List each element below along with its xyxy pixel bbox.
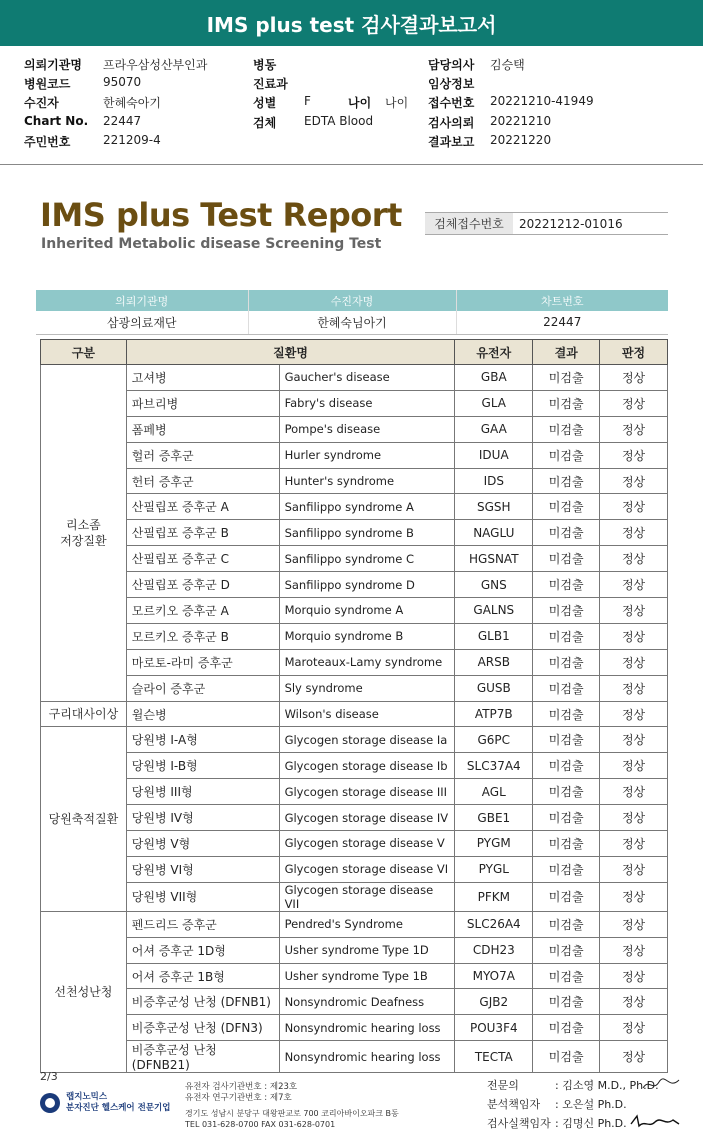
- signer-name: : 김소영 M.D., Ph.D.: [555, 1079, 659, 1092]
- info-value: 22447: [103, 114, 142, 128]
- disease-en-cell: Sanfilippo syndrome B: [279, 520, 455, 546]
- phone-line: TEL 031-628-0700 FAX 031-628-0701: [185, 1120, 336, 1129]
- result-cell: 미검출: [533, 546, 600, 572]
- judgement-cell: 정상: [600, 494, 668, 520]
- disease-en-cell: Gaucher's disease: [279, 365, 455, 391]
- logo-icon: [40, 1093, 60, 1113]
- disease-ko-cell: 어셔 증후군 1B형: [126, 963, 279, 989]
- disease-en-cell: Morquio syndrome A: [279, 598, 455, 624]
- info-label: 접수번호: [428, 96, 475, 110]
- disease-ko-cell: 당원병 VII형: [126, 882, 279, 911]
- disease-ko-cell: 헌터 증후군: [126, 468, 279, 494]
- result-cell: 미검출: [533, 468, 600, 494]
- result-cell: 미검출: [533, 779, 600, 805]
- inst-header-patient: 수진자명: [248, 290, 456, 311]
- logo-tagline: 분자진단 헬스케어 전문기업: [66, 1103, 171, 1113]
- result-cell: 미검출: [533, 937, 600, 963]
- disease-en-cell: Nonsyndromic Deafness: [279, 989, 455, 1015]
- disease-en-cell: Nonsyndromic hearing loss: [279, 1041, 455, 1073]
- gene-cell: AGL: [455, 779, 533, 805]
- disease-en-cell: Usher syndrome Type 1B: [279, 963, 455, 989]
- disease-en-cell: Glycogen storage disease V: [279, 831, 455, 857]
- gene-cell: ATP7B: [455, 701, 533, 727]
- disease-en-cell: Sanfilippo syndrome A: [279, 494, 455, 520]
- page-number: 2/3: [40, 1070, 58, 1083]
- disease-ko-cell: 윌슨병: [126, 701, 279, 727]
- disease-ko-cell: 모르키오 증후군 A: [126, 598, 279, 624]
- info-value: 한혜숙아기: [103, 96, 161, 110]
- disease-en-cell: Usher syndrome Type 1D: [279, 937, 455, 963]
- judgement-cell: 정상: [600, 701, 668, 727]
- disease-en-cell: Sanfilippo syndrome D: [279, 572, 455, 598]
- result-cell: 미검출: [533, 649, 600, 675]
- disease-ko-cell: 산필립포 증후군 B: [126, 520, 279, 546]
- info-label: 성별: [253, 96, 277, 110]
- disease-ko-cell: 당원병 IV형: [126, 805, 279, 831]
- judgement-cell: 정상: [600, 1041, 668, 1073]
- disease-ko-cell: 고셔병: [126, 365, 279, 391]
- info-label: 수진자: [24, 96, 59, 110]
- disease-ko-cell: 슬라이 증후군: [126, 675, 279, 701]
- judgement-cell: 정상: [600, 390, 668, 416]
- table-row: [41, 649, 668, 675]
- results-header-row: [41, 340, 668, 365]
- header-disease: 질환명: [126, 340, 455, 365]
- info-label: 검체: [253, 116, 277, 130]
- judgement-cell: 정상: [600, 598, 668, 624]
- gene-cell: HGSNAT: [455, 546, 533, 572]
- info-label: 임상정보: [428, 77, 475, 91]
- judgement-cell: 정상: [600, 675, 668, 701]
- result-cell: 미검출: [533, 753, 600, 779]
- info-label: 병동: [253, 58, 277, 72]
- disease-en-cell: Glycogen storage disease VI: [279, 856, 455, 882]
- gene-cell: PYGM: [455, 831, 533, 857]
- info-value: 221209-4: [103, 133, 161, 147]
- result-cell: 미검출: [533, 416, 600, 442]
- report-header-title: IMS plus test 검사결과보고서: [206, 12, 497, 37]
- gene-cell: GLB1: [455, 623, 533, 649]
- disease-ko-cell: 당원병 I-B형: [126, 753, 279, 779]
- info-label: 주민번호: [24, 135, 71, 149]
- disease-ko-cell: 펜드리드 증후군: [126, 911, 279, 937]
- info-divider: [0, 164, 703, 165]
- gene-cell: ARSB: [455, 649, 533, 675]
- gene-cell: PYGL: [455, 856, 533, 882]
- category-cell: [41, 365, 127, 702]
- disease-en-cell: Hurler syndrome: [279, 442, 455, 468]
- disease-ko-cell: 파브리병: [126, 390, 279, 416]
- results-table: [40, 339, 668, 1073]
- judgement-cell: 정상: [600, 989, 668, 1015]
- table-row: [41, 701, 668, 727]
- category-cell: [41, 727, 127, 911]
- category-label: 선천성난청: [54, 985, 113, 1000]
- gene-cell: CDH23: [455, 937, 533, 963]
- gene-cell: GNS: [455, 572, 533, 598]
- lab-address: [185, 1108, 399, 1130]
- table-row: [41, 753, 668, 779]
- gene-cell: GBA: [455, 365, 533, 391]
- header-gene: 유전자: [455, 340, 533, 365]
- judgement-cell: 정상: [600, 856, 668, 882]
- category-label: 저장질환: [60, 533, 107, 548]
- judgement-cell: 정상: [600, 727, 668, 753]
- gene-cell: MYO7A: [455, 963, 533, 989]
- info-label: 검사의뢰: [428, 116, 475, 130]
- category-cell: [41, 701, 127, 727]
- header-judgement: 판정: [600, 340, 668, 365]
- table-row: [41, 598, 668, 624]
- logo-name: 랩지노믹스: [66, 1092, 108, 1102]
- gene-cell: GJB2: [455, 989, 533, 1015]
- gene-cell: PFKM: [455, 882, 533, 911]
- table-row: [41, 911, 668, 937]
- report-footer: [0, 1068, 703, 1138]
- disease-ko-cell: 비증후군성 난청 (DFNB1): [126, 989, 279, 1015]
- receipt-number-box: [425, 212, 668, 235]
- disease-en-cell: Glycogen storage disease Ia: [279, 727, 455, 753]
- signer-role: 분석책임자: [487, 1098, 541, 1111]
- category-label: 당원축적질환: [48, 812, 119, 827]
- judgement-cell: 정상: [600, 1015, 668, 1041]
- disease-ko-cell: 어셔 증후군 1D형: [126, 937, 279, 963]
- inst-value-chart: 22447: [456, 311, 668, 334]
- report-header-bar: [0, 0, 703, 46]
- result-cell: 미검출: [533, 989, 600, 1015]
- table-row: [41, 805, 668, 831]
- judgement-cell: 정상: [600, 882, 668, 911]
- judgement-cell: 정상: [600, 831, 668, 857]
- institution-table: [36, 290, 668, 335]
- gene-cell: IDUA: [455, 442, 533, 468]
- result-cell: 미검출: [533, 598, 600, 624]
- result-cell: 미검출: [533, 572, 600, 598]
- disease-ko-cell: 당원병 V형: [126, 831, 279, 857]
- lab-reg-line: 유전자 연구기관번호 : 제7호: [185, 1093, 292, 1103]
- signer-role: 검사실책임자: [487, 1117, 551, 1130]
- signature-mark-2: [629, 1112, 681, 1132]
- result-cell: 미검출: [533, 390, 600, 416]
- info-value: 나이: [385, 96, 409, 110]
- judgement-cell: 정상: [600, 365, 668, 391]
- result-cell: 미검출: [533, 520, 600, 546]
- disease-en-cell: Sanfilippo syndrome C: [279, 546, 455, 572]
- result-cell: 미검출: [533, 882, 600, 911]
- info-value: EDTA Blood: [304, 114, 374, 128]
- signer-name: : 김명신 Ph.D.: [555, 1117, 627, 1130]
- result-cell: 미검출: [533, 701, 600, 727]
- result-cell: 미검출: [533, 831, 600, 857]
- table-row: [41, 963, 668, 989]
- signer-role: 전문의: [487, 1079, 519, 1092]
- gene-cell: TECTA: [455, 1041, 533, 1073]
- info-label: 의뢰기관명: [24, 58, 82, 72]
- report-title: IMS plus Test Report: [40, 196, 402, 234]
- disease-en-cell: Sly syndrome: [279, 675, 455, 701]
- signature-mark-1: [641, 1074, 681, 1094]
- gene-cell: GAA: [455, 416, 533, 442]
- address-line: 경기도 성남시 분당구 대왕판교로 700 코리아바이오파크 B동: [185, 1109, 399, 1118]
- table-row: [41, 416, 668, 442]
- table-row: [41, 882, 668, 911]
- inst-value-patient: 한혜숙님아기: [248, 311, 456, 334]
- gene-cell: G6PC: [455, 727, 533, 753]
- gene-cell: SLC37A4: [455, 753, 533, 779]
- disease-ko-cell: 비증후군성 난청 (DFNB21): [126, 1041, 279, 1073]
- table-row: [41, 727, 668, 753]
- table-row: [41, 779, 668, 805]
- result-cell: 미검출: [533, 727, 600, 753]
- disease-ko-cell: 당원병 III형: [126, 779, 279, 805]
- judgement-cell: 정상: [600, 572, 668, 598]
- disease-en-cell: Maroteaux-Lamy syndrome: [279, 649, 455, 675]
- info-value: 20221220: [490, 133, 552, 147]
- info-value: 20221210: [490, 114, 552, 128]
- info-value: F: [304, 94, 311, 108]
- result-cell: 미검출: [533, 494, 600, 520]
- judgement-cell: 정상: [600, 937, 668, 963]
- gene-cell: GALNS: [455, 598, 533, 624]
- table-row: [41, 546, 668, 572]
- signer-row: [487, 1076, 659, 1095]
- lab-reg-line: 유전자 검사기관번호 : 제23호: [185, 1082, 298, 1092]
- disease-en-cell: Glycogen storage disease VII: [279, 882, 455, 911]
- judgement-cell: 정상: [600, 779, 668, 805]
- info-value: 김승택: [490, 58, 525, 72]
- judgement-cell: 정상: [600, 520, 668, 546]
- disease-ko-cell: 산필립포 증후군 D: [126, 572, 279, 598]
- disease-ko-cell: 모르키오 증후군 B: [126, 623, 279, 649]
- result-cell: 미검출: [533, 623, 600, 649]
- table-row: [41, 365, 668, 391]
- disease-en-cell: Pompe's disease: [279, 416, 455, 442]
- judgement-cell: 정상: [600, 963, 668, 989]
- table-row: [41, 390, 668, 416]
- table-row: [41, 494, 668, 520]
- info-label: 담당의사: [428, 58, 475, 72]
- table-row: [41, 937, 668, 963]
- judgement-cell: 정상: [600, 416, 668, 442]
- disease-en-cell: Glycogen storage disease III: [279, 779, 455, 805]
- table-row: [41, 1015, 668, 1041]
- disease-ko-cell: 비증후군성 난청 (DFN3): [126, 1015, 279, 1041]
- disease-ko-cell: 산필립포 증후군 A: [126, 494, 279, 520]
- result-cell: 미검출: [533, 442, 600, 468]
- receipt-value: 20221212-01016: [519, 216, 623, 231]
- gene-cell: IDS: [455, 468, 533, 494]
- judgement-cell: 정상: [600, 468, 668, 494]
- judgement-cell: 정상: [600, 911, 668, 937]
- category-label: 리소좀: [66, 517, 101, 532]
- table-row: [41, 520, 668, 546]
- info-value: 20221210-41949: [490, 94, 594, 108]
- table-row: [41, 831, 668, 857]
- judgement-cell: 정상: [600, 753, 668, 779]
- info-label: 나이: [348, 96, 372, 110]
- lab-registration: [185, 1082, 297, 1104]
- patient-info-block: [0, 52, 703, 160]
- gene-cell: GBE1: [455, 805, 533, 831]
- header-result: 결과: [533, 340, 600, 365]
- disease-en-cell: Glycogen storage disease IV: [279, 805, 455, 831]
- disease-en-cell: Nonsyndromic hearing loss: [279, 1015, 455, 1041]
- disease-ko-cell: 폼페병: [126, 416, 279, 442]
- info-label: 진료과: [253, 77, 288, 91]
- company-logo: [40, 1092, 170, 1114]
- signer-name: : 오은설 Ph.D.: [555, 1098, 627, 1111]
- table-row: [41, 989, 668, 1015]
- gene-cell: SGSH: [455, 494, 533, 520]
- disease-en-cell: Glycogen storage disease Ib: [279, 753, 455, 779]
- inst-header-institution: 의뢰기관명: [36, 290, 248, 311]
- judgement-cell: 정상: [600, 623, 668, 649]
- inst-value-institution: 삼광의료재단: [36, 311, 248, 334]
- result-cell: 미검출: [533, 963, 600, 989]
- judgement-cell: 정상: [600, 546, 668, 572]
- disease-en-cell: Wilson's disease: [279, 701, 455, 727]
- table-row: [41, 468, 668, 494]
- category-cell: [41, 911, 127, 1072]
- table-row: [41, 442, 668, 468]
- disease-ko-cell: 산필립포 증후군 C: [126, 546, 279, 572]
- gene-cell: GUSB: [455, 675, 533, 701]
- result-cell: 미검출: [533, 911, 600, 937]
- result-cell: 미검출: [533, 1015, 600, 1041]
- info-label: 결과보고: [428, 135, 475, 149]
- disease-ko-cell: 헐러 증후군: [126, 442, 279, 468]
- table-row: [41, 675, 668, 701]
- result-cell: 미검출: [533, 365, 600, 391]
- result-cell: 미검출: [533, 1041, 600, 1073]
- header-category: 구분: [41, 340, 127, 365]
- result-cell: 미검출: [533, 675, 600, 701]
- result-cell: 미검출: [533, 856, 600, 882]
- table-row: [41, 623, 668, 649]
- inst-header-chart: 차트번호: [456, 290, 668, 311]
- gene-cell: POU3F4: [455, 1015, 533, 1041]
- report-subtitle: Inherited Metabolic disease Screening Test: [41, 236, 382, 252]
- disease-en-cell: Morquio syndrome B: [279, 623, 455, 649]
- judgement-cell: 정상: [600, 649, 668, 675]
- category-label: 구리대사이상: [48, 707, 119, 722]
- judgement-cell: 정상: [600, 442, 668, 468]
- table-row: [41, 572, 668, 598]
- disease-en-cell: Pendred's Syndrome: [279, 911, 455, 937]
- info-value: 프라우삼성산부인과: [103, 58, 208, 72]
- result-cell: 미검출: [533, 805, 600, 831]
- judgement-cell: 정상: [600, 805, 668, 831]
- gene-cell: GLA: [455, 390, 533, 416]
- info-label: 병원코드: [24, 77, 71, 91]
- disease-en-cell: Fabry's disease: [279, 390, 455, 416]
- gene-cell: NAGLU: [455, 520, 533, 546]
- info-value: 95070: [103, 75, 142, 89]
- disease-en-cell: Hunter's syndrome: [279, 468, 455, 494]
- table-row: [41, 856, 668, 882]
- info-label: Chart No.: [24, 114, 89, 128]
- disease-ko-cell: 당원병 I-A형: [126, 727, 279, 753]
- receipt-label: 검체접수번호: [425, 213, 513, 234]
- disease-ko-cell: 마로토-라미 증후군: [126, 649, 279, 675]
- gene-cell: SLC26A4: [455, 911, 533, 937]
- disease-ko-cell: 당원병 VI형: [126, 856, 279, 882]
